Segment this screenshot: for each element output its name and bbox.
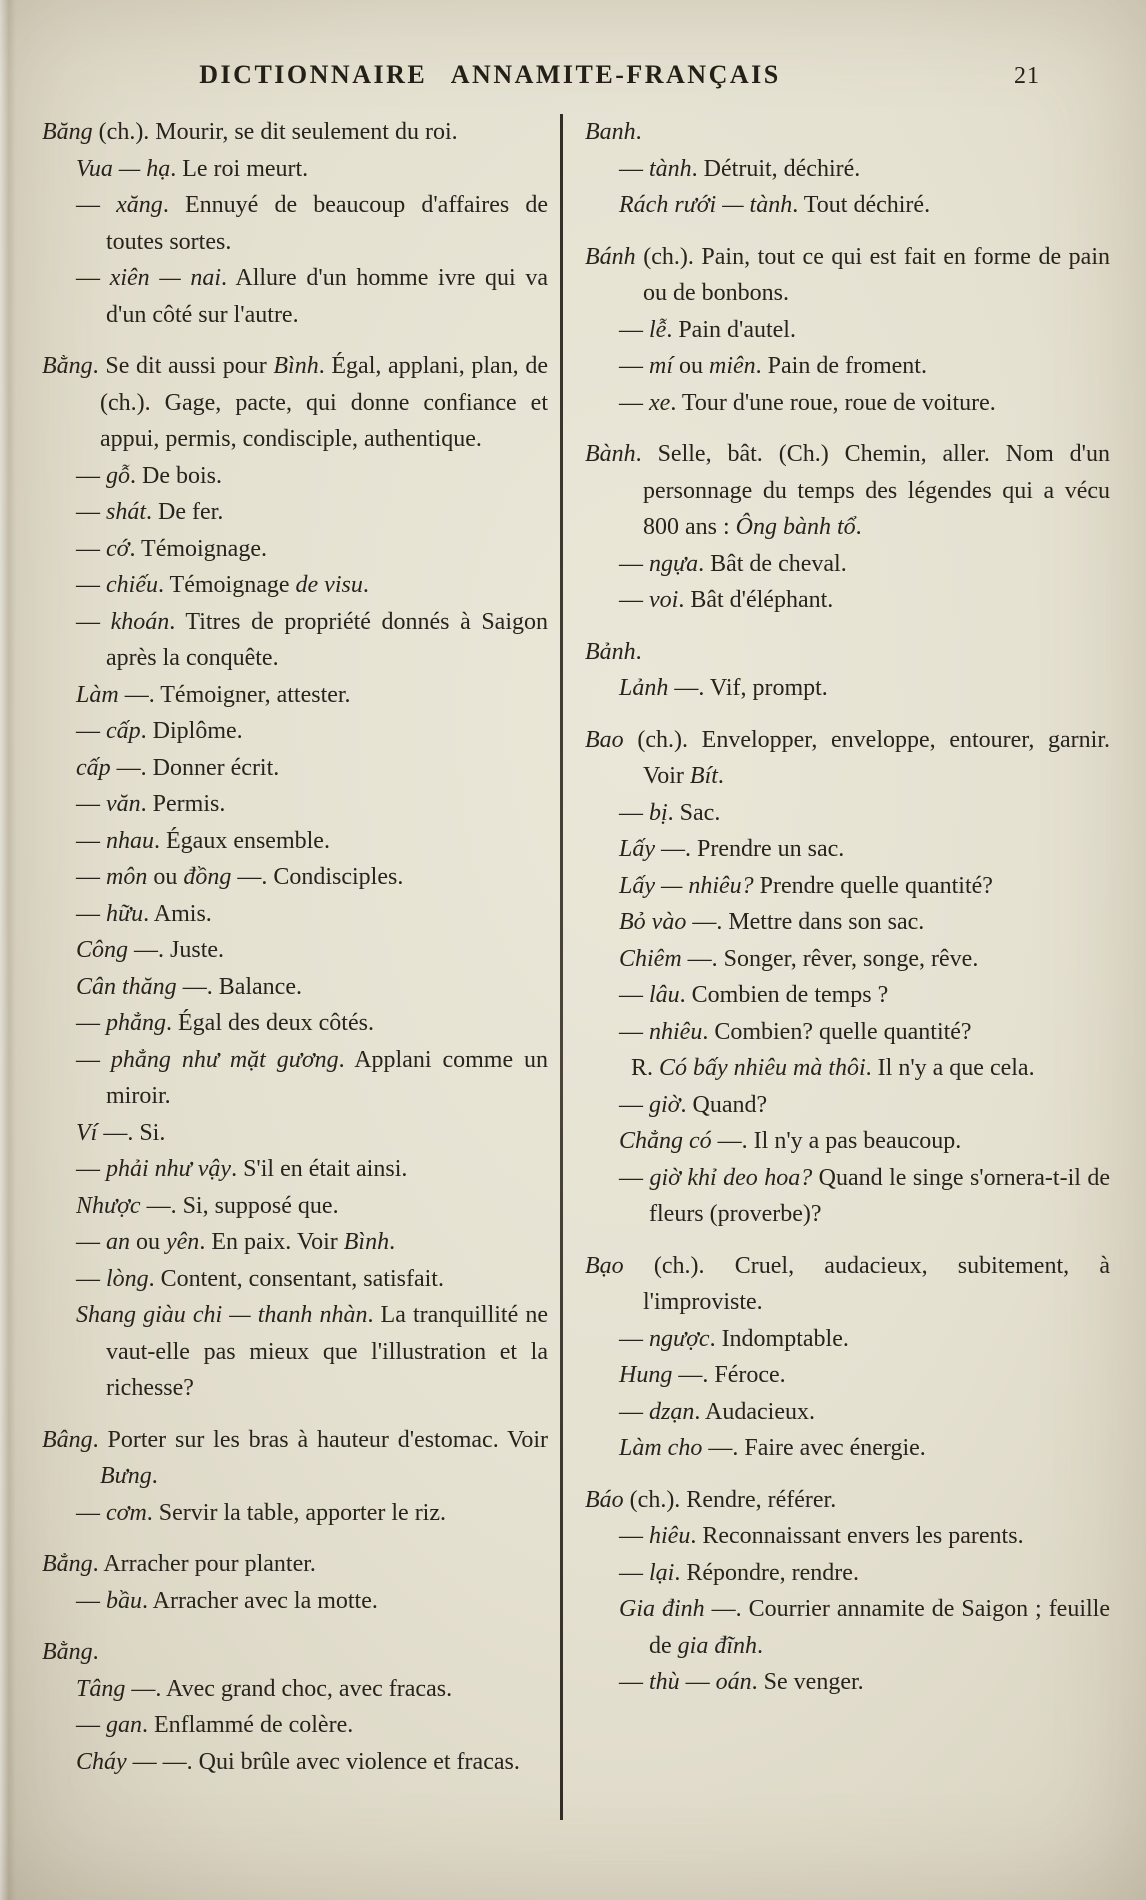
sub-entry-line: — nhiêu. Combien? quelle quantité? bbox=[619, 1018, 972, 1045]
sub-entry-line: — phẳng. Égal des deux côtés. bbox=[76, 1010, 374, 1036]
headword-line: Bâng. Porter sur les bras à hauteur d'estomac. Voir Bưng. bbox=[42, 1426, 548, 1489]
sub-entry-line: Lấy —. Prendre un sac. bbox=[619, 836, 845, 862]
headword-line: Báo (ch.). Rendre, référer. bbox=[585, 1486, 837, 1513]
entry-group bbox=[585, 1482, 1110, 1701]
sub-entry-line: — chiếu. Témoignage de visu. bbox=[76, 572, 369, 598]
sub-entry-line: Gia đinh —. Courrier annamite de Saigon ; feuille de gia đĩnh. bbox=[619, 1596, 1110, 1659]
sub-entry-line: — xe. Tour d'une roue, roue de voiture. bbox=[619, 389, 996, 416]
sub-entry-line: — voi. Bât d'éléphant. bbox=[619, 587, 834, 613]
headword-line: Băng (ch.). Mourir, se dit seulement du roi. bbox=[42, 119, 458, 145]
entry-group bbox=[585, 114, 1110, 224]
sub-entry-line: Lấy — nhiêu? Prendre quelle quantité? bbox=[619, 872, 993, 899]
sub-entry-line: Lảnh —. Vif, prompt. bbox=[619, 675, 828, 701]
sub-entry-line: Shang giàu chi — thanh nhàn. La tranquillité ne vaut-elle pas mieux que l'illustration et la richesse? bbox=[76, 1302, 548, 1401]
sub-entry-line: — giờ. Quand? bbox=[619, 1091, 768, 1118]
sub-entry-line: Ví —. Si. bbox=[76, 1119, 166, 1146]
sub-entry-line: Vua — hạ. Le roi meurt. bbox=[76, 155, 309, 182]
sub-entry-line: Tâng —. Avec grand choc, avec fracas. bbox=[76, 1675, 453, 1702]
headword-line: Bằng. Se dit aussi pour Bình. Égal, applani, plan, de (ch.). Gage, pacte, qui donne confiance et appui, permis, condisciple, authentique. bbox=[42, 353, 549, 452]
entry-group bbox=[585, 722, 1110, 1233]
sub-entry-line: — shát. De fer. bbox=[76, 499, 224, 525]
page-number: 21 bbox=[1014, 63, 1040, 89]
sub-entry-line: cấp —. Donner écrit. bbox=[76, 754, 280, 781]
column-left bbox=[42, 114, 548, 1795]
two-column-body bbox=[42, 114, 1110, 1820]
sub-entry-line: — bị. Sac. bbox=[619, 799, 721, 826]
sub-entry-line: — ngựa. Bât de cheval. bbox=[619, 550, 847, 577]
sub-entry-line: Cân thăng —. Balance. bbox=[76, 973, 302, 1000]
sub-entry-line: — lại. Répondre, rendre. bbox=[619, 1559, 859, 1586]
sub-entry-line: — hữu. Amis. bbox=[76, 900, 212, 927]
sub-entry-line: — môn ou đồng —. Condisciples. bbox=[76, 864, 404, 890]
sub-entry-line: Làm cho —. Faire avec énergie. bbox=[619, 1435, 926, 1461]
sub-entry-line: — cấp. Diplôme. bbox=[76, 718, 243, 744]
sub-entry-line: Làm —. Témoigner, attester. bbox=[76, 681, 351, 708]
entry-group bbox=[42, 1546, 548, 1619]
headword-line: Bẳng. Arracher pour planter. bbox=[42, 1551, 316, 1577]
entry-group bbox=[585, 634, 1110, 707]
entry-group bbox=[585, 436, 1110, 619]
headword-line: Banh. bbox=[585, 119, 642, 145]
headword-line: Bạo (ch.). Cruel, audacieux, subitement, à l'improviste. bbox=[585, 1252, 1110, 1315]
page-title: DICTIONNAIRE ANNAMITE-FRANÇAIS bbox=[199, 60, 781, 89]
sub-entry-line: Công —. Juste. bbox=[76, 937, 225, 963]
sub-entry-line: Chẳng có —. Il n'y a pas beaucoup. bbox=[619, 1128, 962, 1154]
headword-line: Bánh (ch.). Pain, tout ce qui est fait en forme de pain ou de bonbons. bbox=[585, 243, 1110, 306]
sub-entry-line: — lòng. Content, consentant, satisfait. bbox=[76, 1265, 444, 1292]
sub-entry-line: — cơm. Servir la table, apporter le riz. bbox=[76, 1499, 446, 1526]
headword-line: Bành. Selle, bât. (Ch.) Chemin, aller. Nom d'un personnage du temps des légendes qui a vécu 800 ans : Ông bành tổ. bbox=[585, 441, 1110, 540]
sub-entry-line: — hiêu. Reconnaissant envers les parents. bbox=[619, 1523, 1024, 1549]
entry-group bbox=[42, 348, 548, 1407]
headword-line: Bảnh. bbox=[585, 638, 642, 665]
sub-entry-line: Chiêm —. Songer, rêver, songe, rêve. bbox=[619, 945, 979, 972]
sub-entry-line: — ngược. Indomptable. bbox=[619, 1325, 849, 1352]
entry-group bbox=[42, 114, 548, 333]
headword-line: Bao (ch.). Envelopper, enveloppe, entourer, garnir. Voir Bít. bbox=[585, 726, 1110, 789]
entry-group bbox=[42, 1634, 548, 1780]
sub-entry-line: — xăng. Ennuyé de beaucoup d'affaires de toutes sortes. bbox=[76, 192, 548, 255]
sub-entry-line: — xiên — nai. Allure d'un homme ivre qui va d'un côté sur l'autre. bbox=[76, 265, 549, 328]
sub-entry-line: — văn. Permis. bbox=[76, 791, 226, 817]
sub-entry-line: — thù — oán. Se venger. bbox=[619, 1669, 864, 1695]
sub-entry-line: — dzạn. Audacieux. bbox=[619, 1398, 815, 1425]
sub-entry-line: — cớ. Témoignage. bbox=[76, 535, 267, 562]
page-header bbox=[0, 60, 1146, 102]
sub-entry-line: — khoán. Titres de propriété donnés à Saigon après la conquête. bbox=[76, 608, 548, 671]
headword-line: Bằng. bbox=[42, 1639, 99, 1665]
sub-entry-line: — phải như vậy. S'il en était ainsi. bbox=[76, 1156, 408, 1182]
sub-entry-line: Bỏ vào —. Mettre dans son sac. bbox=[619, 909, 925, 935]
sub-entry-line: — phẳng như mặt gương. Applani comme un miroir. bbox=[76, 1046, 549, 1109]
sub-entry-line: Rách rưới — tành. Tout déchiré. bbox=[619, 192, 931, 218]
sub-entry-line: Hung —. Féroce. bbox=[619, 1362, 786, 1388]
sub-entry-line: — gan. Enflammé de colère. bbox=[76, 1712, 354, 1738]
sub-entry-line: — giờ khỉ deo hoa? Quand le singe s'ornera-t-il de fleurs (proverbe)? bbox=[619, 1164, 1111, 1227]
column-right bbox=[585, 114, 1110, 1716]
entry-group bbox=[42, 1422, 548, 1532]
sub-entry-line: — an ou yên. En paix. Voir Bình. bbox=[76, 1229, 396, 1255]
entry-group bbox=[585, 1248, 1110, 1467]
sub-entry-line: — lâu. Combien de temps ? bbox=[619, 982, 889, 1008]
sub-entry-line: — nhau. Égaux ensemble. bbox=[76, 827, 330, 854]
sub-entry-line: — bầu. Arracher avec la motte. bbox=[76, 1587, 378, 1614]
entry-group bbox=[585, 239, 1110, 422]
sub-entry-line: Cháy — —. Qui brûle avec violence et fracas. bbox=[76, 1748, 520, 1775]
sub-entry-line: Nhược —. Si, supposé que. bbox=[76, 1192, 339, 1219]
sub-entry-line: R. Có bấy nhiêu mà thôi. Il n'y a que cela. bbox=[631, 1055, 1035, 1081]
sub-entry-line: — lễ. Pain d'autel. bbox=[619, 316, 796, 343]
sub-entry-line: — gỗ. De bois. bbox=[76, 462, 222, 489]
sub-entry-line: — tành. Détruit, déchiré. bbox=[619, 155, 861, 182]
column-divider-rule bbox=[560, 114, 563, 1820]
sub-entry-line: — mí ou miên. Pain de froment. bbox=[619, 353, 927, 379]
